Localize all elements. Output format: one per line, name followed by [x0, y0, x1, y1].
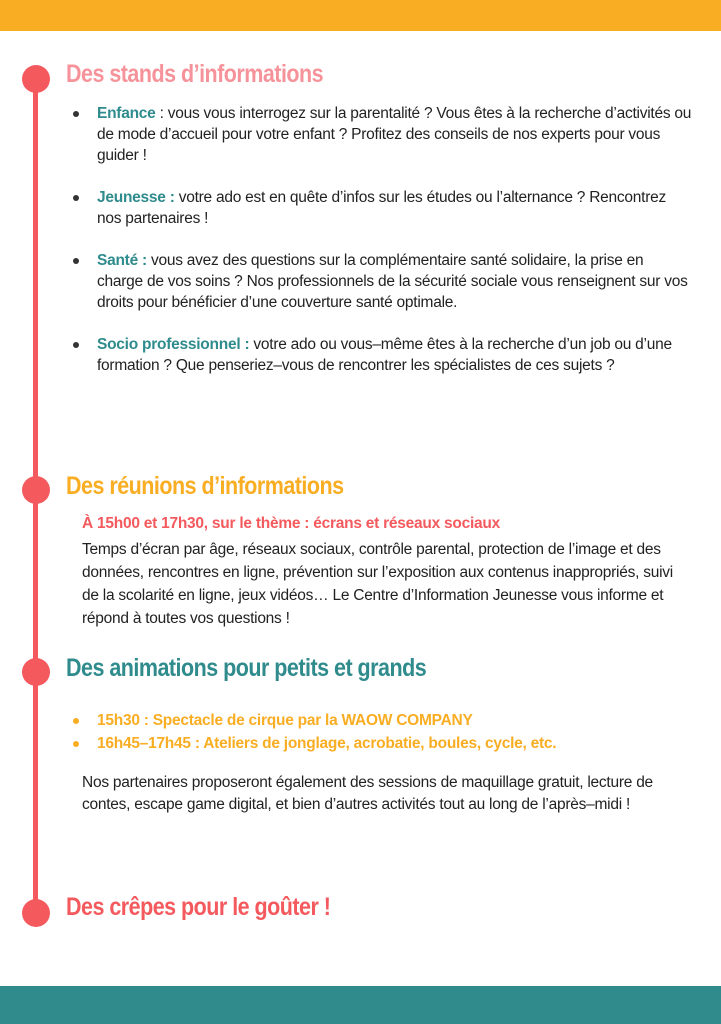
timeline-dot-crepes: [22, 899, 50, 927]
top-color-bar: [0, 0, 721, 31]
timeline-dot-reunions: [22, 476, 50, 504]
meeting-schedule-title: À 15h00 et 17h30, sur le thème : écrans et réseaux sociaux: [82, 515, 501, 532]
list-item: [72, 187, 692, 229]
stand-separator: :: [155, 105, 168, 122]
list-item: [72, 250, 692, 313]
section-heading-reunions: Des réunions d’informations: [66, 472, 344, 500]
animations-list: [72, 709, 556, 755]
stand-text: vous vous interrogez sur la parentalité ? Vous êtes à la recherche d’activités ou de mode d’accueil pour votre enfant ? Profitez des conseils de nos experts pour vous guider !: [97, 105, 692, 164]
section-heading-crepes: Des crêpes pour le goûter !: [66, 893, 331, 921]
stand-term: Santé :: [97, 252, 147, 269]
section-heading-stands: Des stands d’informations: [66, 60, 324, 88]
section-heading-animations: Des animations pour petits et grands: [66, 654, 427, 682]
list-item: [72, 103, 692, 166]
stand-term: Socio professionnel :: [97, 336, 250, 353]
timeline-dot-stands: [22, 65, 50, 93]
meeting-description: Temps d’écran par âge, réseaux sociaux, contrôle parental, protection de l’image et des données, rencontres en ligne, prévention sur l’exposition aux contenus inappropriés, suivi de la scolarité en ligne, jeux vidéos… Le Centre d’Information Jeunesse vous informe et répond à toutes vos questions !: [82, 541, 673, 627]
stand-term: Jeunesse :: [97, 189, 175, 206]
timeline-dot-animations: [22, 658, 50, 686]
list-item: [72, 334, 692, 376]
stand-text: vous avez des questions sur la complémentaire santé solidaire, la prise en charge de vos soins ? Nos professionnels de la sécurité sociale vous renseignent sur vos droits pour bénéficier d’une couverture santé optimale.: [97, 252, 688, 311]
stands-list: [72, 103, 692, 397]
stand-text: votre ado est en quête d’infos sur les études ou l’alternance ? Rencontrez nos partenaires !: [97, 189, 666, 227]
stand-text: votre ado ou vous–même êtes à la recherche d’un job ou d’une formation ? Que penseriez–vous de rencontrer les spécialistes de ces sujets ?: [97, 336, 672, 374]
bottom-color-bar: [0, 986, 721, 1024]
stand-term: Enfance: [97, 105, 156, 122]
list-item: 16h45–17h45 : Ateliers de jonglage, acrobatie, boules, cycle, etc.: [72, 732, 556, 755]
partners-paragraph: Nos partenaires proposeront également des sessions de maquillage gratuit, lecture de contes, escape game digital, et bien d’autres activités tout au long de l’après–midi !: [82, 774, 653, 813]
list-item: 15h30 : Spectacle de cirque par la WAOW COMPANY: [72, 709, 556, 732]
